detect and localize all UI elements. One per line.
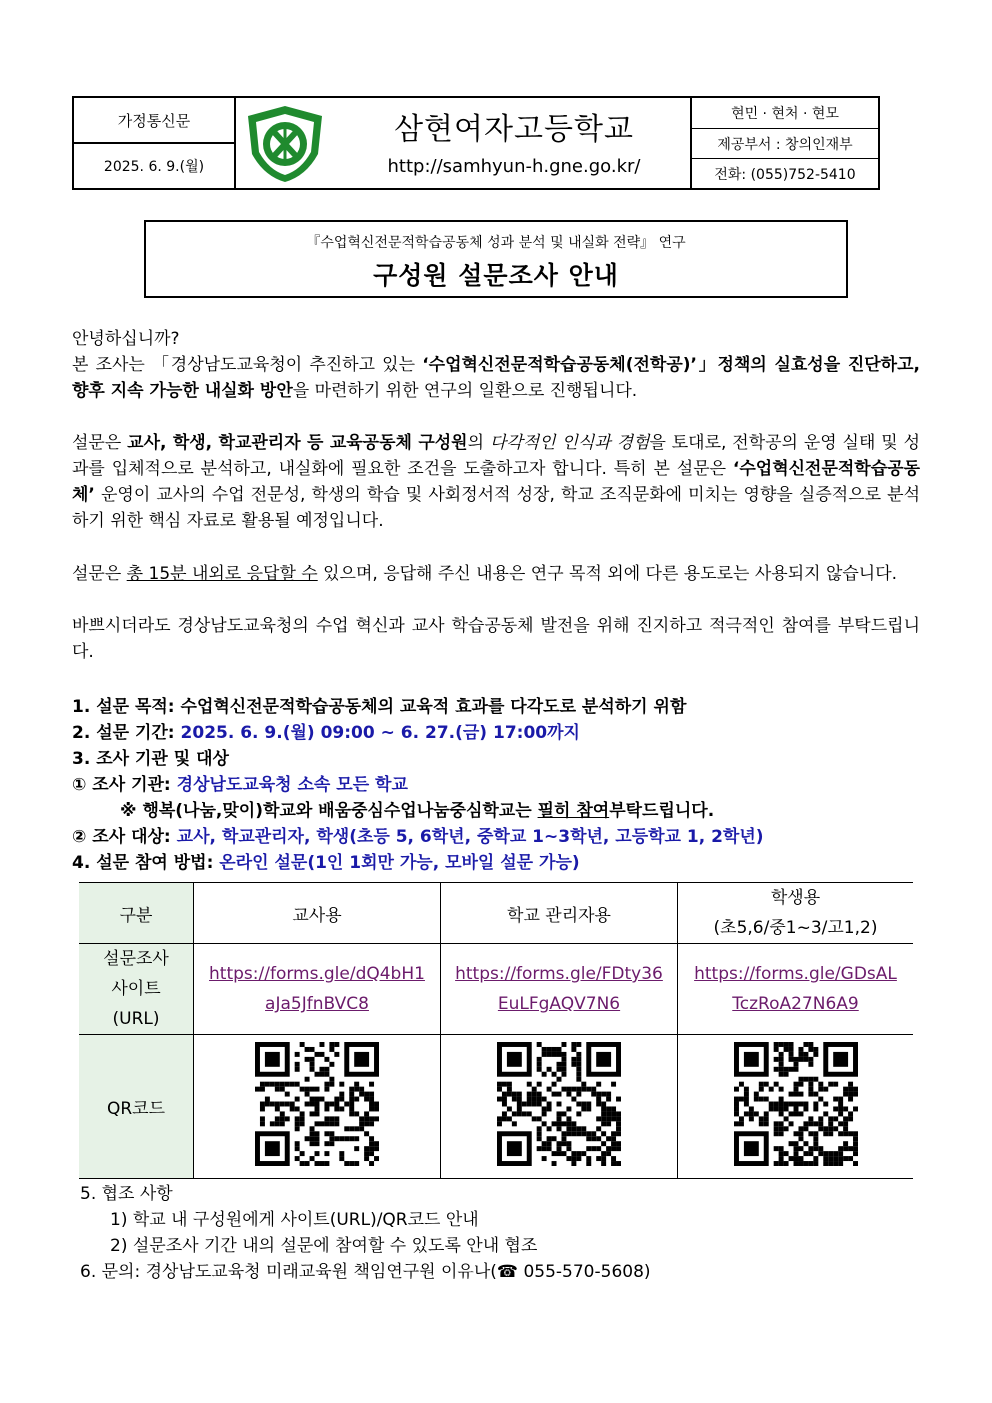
row-label-qr: QR코드 xyxy=(79,1035,194,1179)
row-label-url xyxy=(79,944,194,1035)
department: 제공부서 : 창의인재부 xyxy=(692,128,878,158)
p2-bold: 교사, 학생, 학교관리자 등 교육공동체 구성원 xyxy=(127,433,468,453)
url-part[interactable]: https://forms.gle/GDsAL xyxy=(694,964,897,984)
row-label-line: 설문조사 xyxy=(103,949,169,969)
paragraph-4: 바쁘시더라도 경상남도교육청의 수업 혁신과 교사 학습공동체 발전을 위해 진지하고 적극적인 참여를 부탁드립니다. xyxy=(72,616,920,662)
p2-bold: ‘수업혁신전문적학습공동체’ xyxy=(72,459,920,505)
paragraph-1 xyxy=(72,352,920,404)
school-name: 삼현여자고등학교 xyxy=(394,112,634,147)
p2-text-end: 운영이 교사의 수업 전문성, 학생의 학습 및 사회정서적 성장, 학교 조직문화에 미치는 영향을 실증적으로 분석하기 위한 핵심 자료로 활용될 예정입니다. xyxy=(72,485,920,531)
item-value: 온라인 설문(1인 1회만 가능, 모바일 설문 가능) xyxy=(219,853,580,873)
note-text: ※ 행복(나눔,맞이)학교와 배움중심수업나눔중심학교는 xyxy=(120,801,538,821)
p2-text: 설문은 xyxy=(72,433,128,453)
item-value: 2025. 6. 9.(월) 09:00 ~ 6. 27.(금) 17:00까지 xyxy=(180,723,580,743)
title-box xyxy=(144,220,848,298)
student-qr-cell xyxy=(678,1035,914,1179)
admin-qr-cell xyxy=(441,1035,678,1179)
p2-text: 의 xyxy=(467,433,490,453)
p2-italic: 다각적인 인식과 경험 xyxy=(489,433,650,453)
p2-text: 을 토대로, 전학공의 운영 실태 및 성과를 입체적으로 분석하고, 내실화에 필요한 조건을 도출하고자 합니다. 특히 본 설문은 xyxy=(72,433,920,479)
cooperation-item-2: 2) 설문조사 기간 내의 설문에 참여할 수 있도록 안내 협조 xyxy=(110,1236,538,1256)
item-value: 경상남도교육청 소속 모든 학교 xyxy=(176,775,408,795)
header-student-l1: 학생용 xyxy=(770,888,821,908)
item-method xyxy=(72,850,932,876)
student-qr-code-icon[interactable] xyxy=(734,1042,858,1166)
student-url-cell[interactable] xyxy=(678,944,914,1035)
note-text-end: 부탁드립니다. xyxy=(609,801,715,821)
url-part[interactable]: https://forms.gle/dQ4bH1 xyxy=(209,964,425,984)
url-part[interactable]: TczRoA27N6A9 xyxy=(732,994,859,1014)
teacher-url-cell[interactable] xyxy=(194,944,441,1035)
title-subtitle: 『수업혁신전문적학습공동체 성과 분석 및 내실화 전략』 연구 xyxy=(306,235,686,251)
student-url-link[interactable] xyxy=(678,959,913,1019)
header-teacher: 교사용 xyxy=(194,883,441,944)
paragraph-2 xyxy=(72,430,920,534)
item-label: 2. 설문 기간: xyxy=(72,723,181,743)
doc-date: 2025. 6. 9.(월) xyxy=(103,159,205,175)
note-underline: 필히 참여 xyxy=(537,801,610,821)
doc-type: 가정통신문 xyxy=(74,98,234,144)
admin-url-link[interactable] xyxy=(441,959,677,1019)
item-label: 4. 설문 참여 방법: xyxy=(72,853,220,873)
header-right-cell xyxy=(690,98,878,188)
cooperation-heading: 5. 협조 사항 xyxy=(80,1184,173,1204)
p3-underline: 총 15분 내외로 응답할 수 xyxy=(126,564,318,584)
p3-text: 설문은 xyxy=(72,564,127,584)
table-row-url xyxy=(79,944,913,1035)
school-motto: 현민 · 현처 · 현모 xyxy=(731,106,839,122)
item-label: 1. 설문 목적: xyxy=(72,697,181,717)
cooperation-item-1: 1) 학교 내 구성원에게 사이트(URL)/QR코드 안내 xyxy=(110,1210,479,1230)
url-part[interactable]: aJa5JfnBVC8 xyxy=(265,994,369,1014)
item-value: 수업혁신전문적학습공동체의 교육적 효과를 다각도로 분석하기 위함 xyxy=(180,697,687,717)
header-student xyxy=(678,883,914,944)
survey-link-table xyxy=(79,882,913,1179)
item-value: 교사, 학교관리자, 학생(초등 5, 6학년, 중학교 1~3학년, 고등학교 1, 2학년) xyxy=(176,827,764,847)
row-label-line: 사이트 xyxy=(111,979,161,999)
paragraph-3 xyxy=(72,561,920,587)
item-label: ② 조사 대상: xyxy=(72,827,177,847)
url-part[interactable]: https://forms.gle/FDty36 xyxy=(455,964,663,984)
header-left-cell xyxy=(74,98,236,188)
school-logo-icon xyxy=(244,104,326,184)
item-org xyxy=(72,772,932,798)
admin-qr-code-icon[interactable] xyxy=(497,1042,621,1166)
item-org-target: 3. 조사 기관 및 대상 xyxy=(72,749,229,769)
p1-bold: ‘수업혁신전문적학습공동체(전학공)’」정책의 실효성을 진단하고, 향후 지속 가능한 내실화 방안 xyxy=(72,355,920,401)
contact-info: 6. 문의: 경상남도교육청 미래교육원 책임연구원 이유나(☎ 055-570-5608) xyxy=(80,1262,651,1282)
p1-text-end: 을 마련하기 위한 연구의 일환으로 진행됩니다. xyxy=(292,381,638,401)
url-part[interactable]: EuLFgAQV7N6 xyxy=(497,994,621,1014)
header-admin: 학교 관리자용 xyxy=(441,883,678,944)
teacher-url-link[interactable] xyxy=(194,959,440,1019)
phone-number: 전화: (055)752-5410 xyxy=(692,158,878,188)
survey-info-list xyxy=(72,694,932,876)
school-url[interactable]: http://samhyun-h.gne.go.kr/ xyxy=(387,156,641,177)
item-purpose xyxy=(72,694,932,720)
greeting: 안녕하십니까? xyxy=(72,329,180,349)
header-category: 구분 xyxy=(79,883,194,944)
item-target xyxy=(72,824,932,850)
page-title: 구성원 설문조사 안내 xyxy=(373,261,619,290)
p1-text: 본 조사는 「경상남도교육청이 추진하고 있는 xyxy=(72,355,423,375)
teacher-qr-code-icon[interactable] xyxy=(255,1042,379,1166)
item-label: ① 조사 기관: xyxy=(72,775,177,795)
item-period xyxy=(72,720,932,746)
header-student-l2: (초5,6/중1~3/고1,2) xyxy=(713,918,878,938)
item-org-note xyxy=(72,798,932,824)
table-header-row xyxy=(79,883,913,944)
teacher-qr-cell xyxy=(194,1035,441,1179)
p3-text-end: 있으며, 응답해 주신 내용은 연구 목적 외에 다른 용도로는 사용되지 않습니다. xyxy=(317,564,898,584)
admin-url-cell[interactable] xyxy=(441,944,678,1035)
letter-header xyxy=(72,96,880,190)
table-row-qr xyxy=(79,1035,913,1179)
row-label-line: (URL) xyxy=(112,1009,160,1029)
